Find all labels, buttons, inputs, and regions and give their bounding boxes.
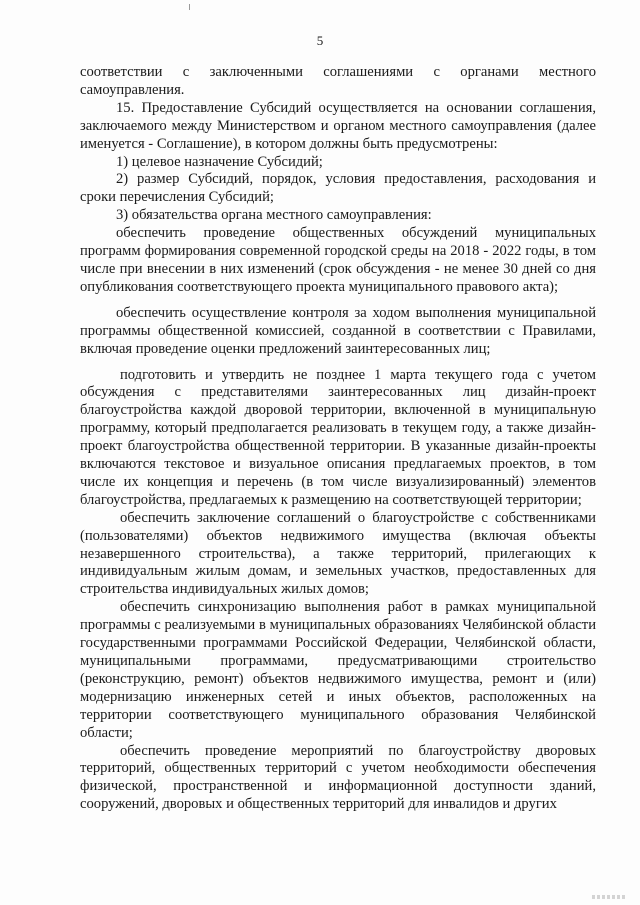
paragraph: 2) размер Субсидий, порядок, условия предоставления, расходования и сроки перечисления Субсидий; [80, 171, 596, 206]
paragraph: 15. Предоставление Субсидий осуществляется на основании соглашения, заключаемого между Министерством и органом местного самоуправления (далее именуется - Соглашение), в котором должны быть предусмотрены: [80, 99, 596, 152]
document-body [80, 64, 596, 814]
paragraph: обеспечить проведение общественных обсуждений муниципальных программ формирования современной городской среды на 2018 - 2022 годы, в том числе при внесении в них изменений (срок обсуждения - не менее 30 дней со дня опубликования соответствующего проекта муниципального правового акта); [80, 225, 596, 295]
scan-mark-top [189, 4, 190, 10]
page-number: 5 [316, 33, 324, 48]
scan-mark-bottom [592, 895, 626, 899]
paragraph: соответствии с заключенными соглашениями с органами местного самоуправления. [80, 64, 596, 98]
paragraph: 3) обязательства органа местного самоуправления: [116, 207, 432, 224]
paragraph: обеспечить осуществление контроля за ходом выполнения муниципальной программы общественной комиссией, созданной в соответствии с Правилами, включая проведение оценки предложений заинтересованных лиц; [80, 304, 596, 357]
paragraph: обеспечить заключение соглашений о благоустройстве с собственниками (пользователями) объектов недвижимого имущества (включая объекты незавершенного строительства), а также территорий, прилегающих к индивидуальным жилым домам, и земельных участков, предоставленных для строительства индивидуальных жилых домов; [80, 509, 596, 598]
paragraph: 1) целевое назначение Субсидий; [116, 153, 323, 170]
paragraph: обеспечить синхронизацию выполнения работ в рамках муниципальной программы с реализуемыми в муниципальных образованиях Челябинской области государственными программами Российской Федерации, Челябинской области, муниципальными программами, предусматривающими строительство (реконструкцию, ремонт) объектов недвижимого имущества, ремонт и (или) модернизацию инженерных сетей и иных объектов, расположенных на территории соответствующего муниципального образования Челябинской области; [80, 599, 596, 741]
paragraph: обеспечить проведение мероприятий по благоустройству дворовых территорий, общественных территорий с учетом необходимости обеспечения физической, пространственной и информационной доступности зданий, сооружений, дворовых и общественных территорий для инвалидов и других [80, 742, 596, 813]
paragraph: подготовить и утвердить не позднее 1 марта текущего года с учетом обсуждения с представителями заинтересованных лиц дизайн-проект благоустройства каждой дворовой территории, включенной в муниципальную программу, который предполагается реализовать в текущем году, а также дизайн-проект благоустройства общественной территории. В указанные дизайн-проекты включаются текстовое и визуальное описания предлагаемых проектов, в том числе их концепция и перечень (в том числе визуализированный) элементов благоустройства, предлагаемых к размещению на соответствующей территории; [80, 366, 596, 508]
